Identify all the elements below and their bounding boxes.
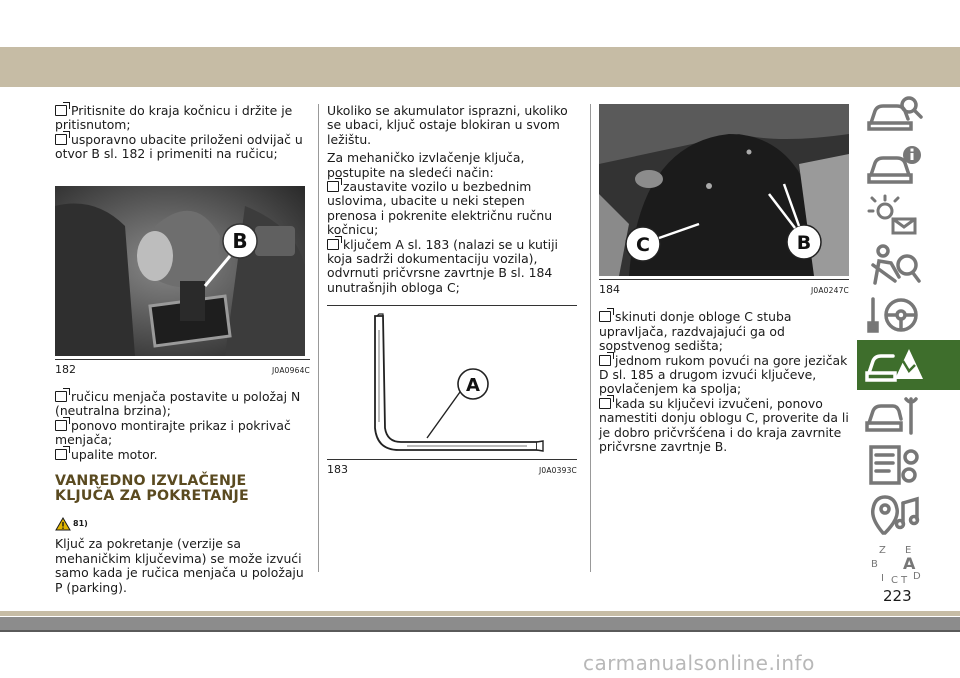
figure-number: 182 <box>55 362 76 376</box>
bullet-item: kada su ključevi izvučeni, ponovo namestiti donju oblogu C, proverite da li je dobro pričvršćena i do kraja zavrnite pričvrsne zavrtnje B. <box>599 395 849 455</box>
warning-triangle-icon <box>55 517 71 531</box>
car-service-icon <box>865 393 925 437</box>
figure-number: 183 <box>327 463 348 477</box>
index-letter: E <box>905 545 912 556</box>
figure-caption <box>55 359 310 378</box>
index-letter: T <box>901 575 908 586</box>
bullet-item: zaustavite vozilo u bezbednim uslovima, ubacite u neki stepen prenosa i pokrenite električnu ručnu kočnicu; <box>327 179 553 238</box>
figure-184 <box>599 104 849 298</box>
paragraph: Ključ za pokretanje (verzije sa mehaničkim ključevima) se može izvući samo kada je ručica menjača u položaju P (parking). <box>55 536 304 595</box>
figure-caption <box>599 279 849 298</box>
figure-callout-b: B <box>232 228 248 253</box>
column-1 <box>55 104 310 595</box>
bullet-item: jednom rukom povući na gore jezičak D sl. 185 a drugom izvući ključeve, povlačenjem ka spolja; <box>599 352 848 397</box>
gear-shifter-photo <box>55 186 305 356</box>
tab-car-info[interactable] <box>857 140 960 190</box>
header-band <box>0 47 960 87</box>
key-tool-illustration <box>327 310 577 456</box>
tab-car-emergency[interactable] <box>857 340 960 390</box>
index-letter: Z <box>879 545 886 556</box>
checkbox-bullet-icon <box>55 420 67 431</box>
page-number: 223 <box>883 587 912 605</box>
figure-callout-a: A <box>466 375 480 397</box>
paragraph: Za mehaničko izvlačenje ključa, postupite na sledeći način: <box>327 150 525 180</box>
index-letter: C <box>891 575 898 586</box>
bullet-item: ručicu menjača postavite u položaj N (neutralna brzina); <box>55 389 301 419</box>
bullet-item: usporavno ubacite priloženi odvijač u otvor B sl. 182 i primeniti na ručicu; <box>55 131 303 162</box>
column-2 <box>327 104 577 479</box>
car-emergency-icon <box>865 343 925 387</box>
top-margin <box>0 0 960 47</box>
car-info-icon <box>865 143 925 187</box>
index-letter: D <box>913 571 921 582</box>
checkbox-bullet-icon <box>599 398 611 409</box>
column-divider <box>590 104 591 572</box>
bullet-item: Pritisnite do kraja kočnicu i držite je pritisnutom; <box>55 103 293 133</box>
checkbox-bullet-icon <box>55 134 67 145</box>
checkbox-bullet-icon <box>599 311 611 322</box>
index-icon <box>865 543 925 587</box>
tab-technical-data[interactable] <box>857 440 960 490</box>
checkbox-bullet-icon <box>327 239 339 250</box>
tab-car-search[interactable] <box>857 90 960 140</box>
column-divider <box>318 104 319 572</box>
bullet-item: ponovo montirajte prikaz i pokrivač menjača; <box>55 417 291 448</box>
section-heading: VANREDNO IZVLAČENJE KLJUČA ZA POKRETANJE <box>55 473 249 504</box>
figure-182 <box>55 186 310 378</box>
steering-wheel-icon <box>865 293 925 337</box>
figure-callout-c: C <box>636 234 650 256</box>
checkbox-bullet-icon <box>55 449 67 460</box>
warning-lights-icon <box>865 193 925 237</box>
tab-car-service[interactable] <box>857 390 960 440</box>
tab-index[interactable] <box>857 540 960 590</box>
bullet-item: skinuti donje obloge C stuba upravljača, razdvajajući ga od sopstvenog sedišta; <box>599 309 792 354</box>
index-letter: I <box>881 573 884 584</box>
paragraph: Ukoliko se akumulator isprazni, ukoliko se ubaci, ključ ostaje blokiran u svom ležištu. <box>327 103 568 147</box>
warning-reference: 81) <box>55 517 310 531</box>
figure-caption <box>327 459 577 478</box>
multimedia-icon <box>865 493 925 537</box>
car-search-icon <box>865 93 925 137</box>
bullet-item: upalite motor. <box>55 448 310 462</box>
seatbelt-airbag-icon <box>865 243 925 287</box>
tab-steering-wheel[interactable] <box>857 290 960 340</box>
tab-multimedia[interactable] <box>857 490 960 540</box>
checkbox-bullet-icon <box>55 105 67 116</box>
figure-number: 184 <box>599 283 620 296</box>
checkbox-bullet-icon <box>327 181 339 192</box>
figure-code: J0A0393C <box>538 466 577 476</box>
index-letter: A <box>903 554 916 573</box>
figure-183 <box>327 305 577 478</box>
footer-rule <box>0 611 960 616</box>
bullet-item: ključem A sl. 183 (nalazi se u kutiji koja sadrži dokumentaciju vozila), odvrnuti pričvrsne zavrtnje B sl. 184 unutrašnjih obloga C; <box>327 236 558 295</box>
column-3 <box>599 104 849 454</box>
checkbox-bullet-icon <box>599 355 611 366</box>
index-letter: B <box>871 559 878 570</box>
figure-code: J0A0247C <box>810 286 849 295</box>
checkbox-bullet-icon <box>55 391 67 402</box>
figure-callout-b: B <box>796 232 812 254</box>
figure-code: J0A0964C <box>271 365 310 375</box>
tab-seatbelt-airbag[interactable] <box>857 240 960 290</box>
steering-column-photo <box>599 104 849 276</box>
footer-band <box>0 617 960 630</box>
tab-warning-lights[interactable] <box>857 190 960 240</box>
footer-band-line <box>0 630 960 632</box>
technical-data-icon <box>865 443 925 487</box>
watermark: carmanualsonline.info <box>583 651 815 675</box>
